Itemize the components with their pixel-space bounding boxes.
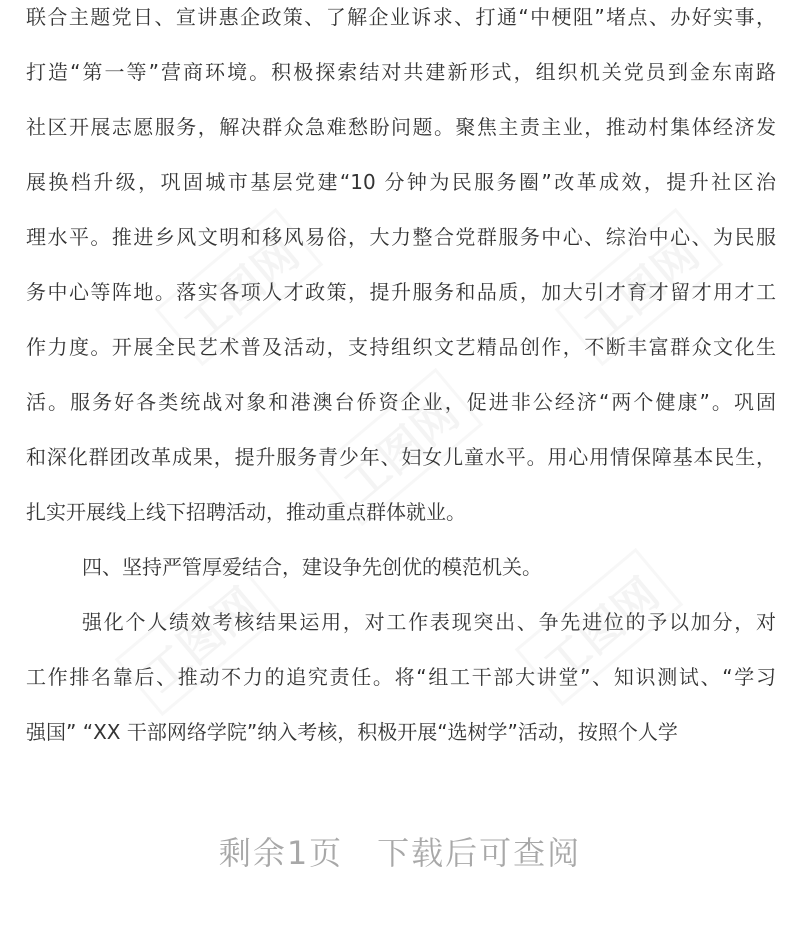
paragraph-line: 社区开展志愿服务，解决群众急难愁盼问题。聚焦主责主业，推动村集体经济发 <box>26 115 776 139</box>
paragraph-line: 展换档升级，巩固城市基层党建“10 分钟为民服务圈”改革成效，提升社区治 <box>26 170 776 194</box>
document-body <box>26 0 776 768</box>
paragraph-line: 和深化群团改革成果，提升服务青少年、妇女儿童水平。用心用情保障基本民生， <box>26 445 776 469</box>
watermark-logo: 工图网 <box>515 548 684 706</box>
watermark-logo: 工图网 <box>315 368 484 526</box>
paragraph-line: 联合主题党日、宣讲惠企政策、了解企业诉求、打通“中梗阻”堵点、办好实事， <box>26 5 776 29</box>
section-heading: 四、坚持严管厚爱结合，建设争先创优的模范机关。 <box>82 555 542 579</box>
paragraph-line: 扎实开展线上线下招聘活动，推动重点群体就业。 <box>26 500 466 524</box>
paragraph-line: 强化个人绩效考核结果运用，对工作表现突出、争先进位的予以加分，对 <box>82 610 776 634</box>
watermark-logo: 工图网 <box>555 208 724 366</box>
paragraph-line: 活。服务好各类统战对象和港澳台侨资企业，促进非公经济“两个健康”。巩固 <box>26 390 776 414</box>
paragraph-line: 工作排名靠后、推动不力的追究责任。将“组工干部大讲堂”、知识测试、“学习 <box>26 665 776 689</box>
paragraph-line: 打造“第一等”营商环境。积极探索结对共建新形式，组织机关党员到金东南路 <box>26 60 776 84</box>
paragraph-line: 务中心等阵地。落实各项人才政策，提升服务和品质，加大引才育才留才用才工 <box>26 280 776 304</box>
download-prompt[interactable]: 剩余1页 下载后可查阅 <box>218 834 582 872</box>
paragraph-line: 强国” “XX 干部网络学院”纳入考核，积极开展“选树学”活动，按照个人学 <box>26 720 678 744</box>
watermark-logo: 工图网 <box>155 208 324 366</box>
paragraph-line: 作力度。开展全民艺术普及活动，支持组织文艺精品创作，不断丰富群众文化生 <box>26 335 776 359</box>
paragraph-line: 理水平。推进乡风文明和移风易俗，大力整合党群服务中心、综治中心、为民服 <box>26 225 776 249</box>
watermark-logo: 工图网 <box>115 558 284 716</box>
